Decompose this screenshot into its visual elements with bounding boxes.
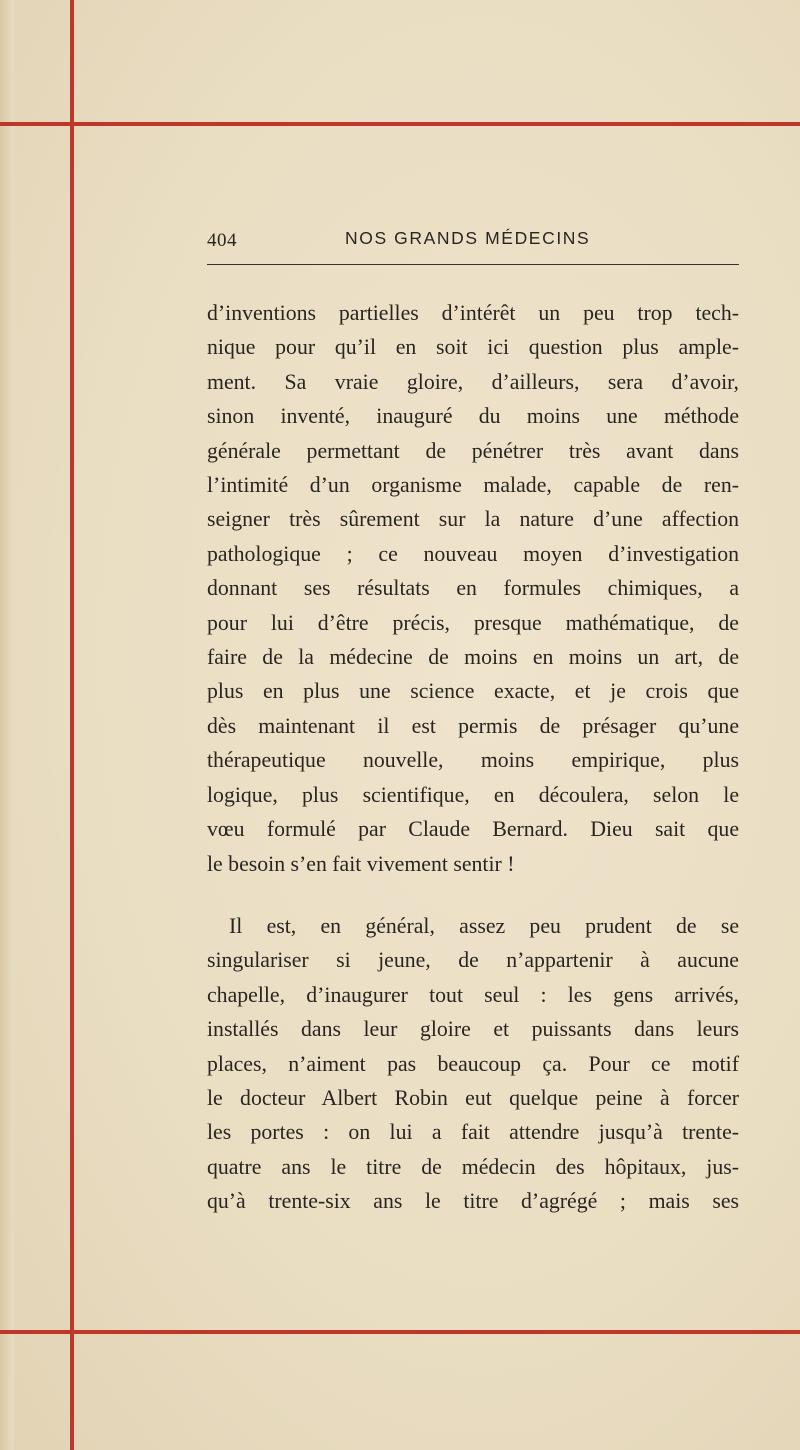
text-line: plus en plus une science exacte, et je crois que <box>207 679 739 704</box>
text-line: Il est, en général, assez peu prudent de se <box>229 913 739 938</box>
text-line: le besoin s’en fait vivement sentir ! <box>207 851 515 876</box>
text-line: installés dans leur gloire et puissants dans leurs <box>207 1017 739 1042</box>
text-line: places, n’aiment pas beaucoup ça. Pour ce motif <box>207 1051 739 1076</box>
text-line: qu’à trente-six ans le titre d’agrégé ; mais ses <box>207 1189 739 1214</box>
running-head: NOS GRANDS MÉDECINS <box>345 228 591 248</box>
text-line: thérapeutique nouvelle, moins empirique, plus <box>207 748 739 773</box>
margin-rule-bottom <box>0 1330 800 1334</box>
text-line: dès maintenant il est permis de présager qu’une <box>207 713 739 738</box>
text-line: sinon inventé, inauguré du moins une méthode <box>207 404 739 429</box>
text-line: quatre ans le titre de médecin des hôpitaux, jus- <box>207 1154 739 1179</box>
text-line: l’intimité d’un organisme malade, capable de ren- <box>207 473 739 498</box>
text-line: logique, plus scientifique, en découlera, selon le <box>207 782 739 807</box>
text-line: les portes : on lui a fait attendre jusqu’à trente- <box>207 1120 739 1145</box>
text-line: singulariser si jeune, de n’appartenir à aucune <box>207 948 739 973</box>
text-line: seigner très sûrement sur la nature d’une affection <box>207 507 739 532</box>
margin-rule-vertical <box>70 0 74 1450</box>
page-number: 404 <box>207 230 237 251</box>
text-line: pour lui d’être précis, presque mathématique, de <box>207 610 739 635</box>
paragraph-1 <box>207 296 739 881</box>
text-line: vœu formulé par Claude Bernard. Dieu sait que <box>207 817 739 842</box>
text-line: ment. Sa vraie gloire, d’ailleurs, sera d’avoir, <box>207 369 739 394</box>
paragraph-2 <box>207 909 739 1219</box>
body-text <box>207 296 739 1219</box>
text-line: nique pour qu’il en soit ici question plus ample- <box>207 335 739 360</box>
text-line: d’inventions partielles d’intérêt un peu trop tech- <box>207 301 739 325</box>
text-line: faire de la médecine de moins en moins un art, de <box>207 645 739 670</box>
page-header <box>207 226 739 256</box>
page-edge <box>0 0 14 1450</box>
text-line: chapelle, d’inaugurer tout seul : les gens arrivés, <box>207 982 739 1007</box>
header-rule <box>207 264 739 265</box>
text-line: le docteur Albert Robin eut quelque peine à forcer <box>207 1085 739 1110</box>
text-line: pathologique ; ce nouveau moyen d’investigation <box>207 541 739 566</box>
margin-rule-top <box>0 122 800 126</box>
text-line: donnant ses résultats en formules chimiques, a <box>207 576 739 601</box>
text-line: générale permettant de pénétrer très avant dans <box>207 438 739 463</box>
